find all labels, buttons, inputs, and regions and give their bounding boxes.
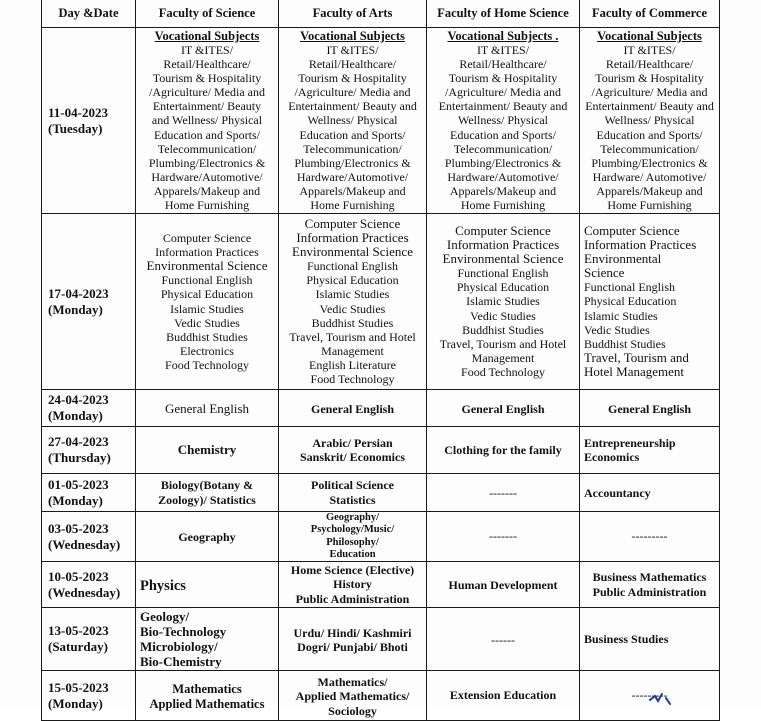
subject: Zoology)/ Statistics (158, 492, 256, 507)
subject: Functional English (307, 259, 398, 274)
table-row (42, 214, 720, 390)
subject: Telecommunication/ (303, 141, 402, 156)
subject: Plumbing/Electronics & (148, 155, 266, 170)
day-text: (Monday) (48, 695, 103, 711)
subject: IT &ITES/ (326, 42, 379, 57)
subject: Biology(Botany & (160, 478, 254, 493)
subject: Home Furnishing (607, 198, 692, 213)
subject: Management (321, 343, 384, 358)
subject: Food Technology (165, 357, 249, 372)
home-science-cell: ------- (427, 474, 580, 512)
subject: Geology/ (140, 609, 190, 624)
subject: Home Science (Elective) (290, 563, 415, 578)
subject: Information Practices (296, 230, 409, 246)
subject: Psychology/Music/ (310, 524, 395, 536)
subject: Plumbing/Electronics & (444, 155, 562, 170)
home-science-cell: General English (427, 390, 580, 427)
table-row (42, 28, 720, 214)
subject: Food Technology (461, 364, 545, 379)
home-science-cell (427, 214, 580, 390)
subject: Hardware/ Automotive/ (592, 169, 707, 184)
subject: Public Administration (592, 584, 707, 599)
commerce-cell (580, 214, 720, 390)
subject: Entrepreneurship (584, 435, 676, 450)
subject: Tourism & Hospitality (298, 71, 407, 86)
table-row (42, 562, 720, 608)
subject: Environmental Science (146, 258, 268, 274)
subject: Travel, Tourism and Hotel (439, 336, 567, 351)
subject: Sanskrit/ Economics (299, 450, 405, 464)
subject: Computer Science (162, 231, 252, 246)
subject: Bio-Technology (140, 624, 227, 639)
subject: Entertainment/ Beauty and (288, 99, 417, 114)
subject: Tourism & Hospitality (152, 71, 262, 86)
table-row (42, 671, 720, 721)
subject: /Agriculture/ Media and (294, 85, 411, 100)
date-text: 24-04-2023 (48, 392, 109, 407)
home-science-cell (427, 28, 580, 214)
subject: Travel, Tourism and (584, 349, 689, 365)
header-science: Faculty of Science (136, 0, 279, 28)
subject: Geography/ (325, 512, 380, 524)
subject: Tourism & Hospitality (448, 71, 558, 86)
arts-cell (279, 474, 427, 512)
science-cell (136, 28, 279, 214)
header-commerce: Faculty of Commerce (580, 0, 720, 28)
subject: Apparels/Makeup and (153, 183, 261, 198)
subject: Economics (584, 450, 640, 464)
subject: Science (584, 265, 625, 281)
subject: Home Furnishing (310, 198, 395, 213)
arts-cell (279, 671, 427, 721)
subject: Information Practices (446, 237, 560, 253)
arts-cell (279, 512, 427, 562)
subject: Applied Mathematics (149, 696, 265, 711)
subject: /Agriculture/ Media and (149, 85, 265, 100)
commerce-cell (580, 28, 720, 214)
subject: Apparels/Makeup and (449, 183, 557, 198)
subject: Philosophy/ (326, 536, 379, 548)
subject: English Literature (309, 357, 396, 372)
subject: Arabic/ Persian (312, 435, 393, 450)
day-text: (Saturday) (48, 639, 108, 654)
subject: Islamic Studies (584, 308, 658, 323)
subject: Functional English (457, 266, 549, 281)
exam-schedule-table (41, 0, 720, 721)
subject: Education and Sports/ (154, 127, 260, 142)
header-day-date: Day &Date (42, 0, 136, 28)
subject: Hotel Management (584, 363, 684, 379)
subject: Applied Mathematics/ (295, 689, 410, 704)
subject: Retail/Healthcare/ (308, 57, 397, 72)
subject: Physical Education (306, 273, 399, 288)
subject: Computer Science (455, 222, 551, 238)
day-text: (Monday) (48, 408, 103, 423)
subject: Wellness/ Physical (604, 113, 695, 128)
subject: Plumbing/Electronics & (294, 155, 411, 170)
date-cell (42, 512, 136, 562)
subject: Retail/Healthcare/ (163, 57, 251, 72)
vocational-heading: Vocational Subjects (597, 28, 702, 43)
science-cell: Physics (136, 562, 279, 608)
subject: Computer Science (304, 215, 401, 231)
subject: Environmental (584, 251, 662, 267)
science-cell: General English (136, 390, 279, 427)
subject: Retail/Healthcare/ (459, 57, 547, 72)
science-cell (136, 214, 279, 390)
vocational-heading: Vocational Subjects (300, 28, 405, 43)
subject: Education and Sports/ (299, 127, 406, 142)
subject: Business Mathematics (592, 570, 707, 585)
subject: Travel, Tourism and Hotel (289, 329, 416, 344)
subject: Vedic Studies (584, 322, 650, 337)
day-text: (Monday) (48, 301, 103, 317)
subject: Entertainment/ Beauty and (585, 99, 714, 114)
subject: Political Science (311, 478, 394, 493)
subject: IT &ITES/ (180, 42, 234, 57)
subject: Information Practices (584, 237, 697, 253)
subject: Food Technology (310, 371, 395, 386)
subject: Wellness/ Physical (307, 113, 398, 128)
subject: Entertainment/ Beauty (152, 99, 262, 114)
table-row (42, 608, 720, 671)
home-science-cell: ------- (427, 512, 580, 562)
subject: /Agriculture/ Media and (591, 85, 708, 100)
subject: Telecommunication/ (157, 141, 257, 156)
science-cell: Chemistry (136, 427, 279, 474)
commerce-cell: Business Studies (580, 608, 720, 671)
date-cell (42, 390, 136, 427)
date-cell (42, 671, 136, 721)
day-text: (Thursday) (48, 450, 111, 465)
date-text: 10-05-2023 (48, 568, 109, 584)
subject: Environmental Science (442, 251, 564, 267)
home-science-cell: Human Development (427, 562, 580, 608)
arts-cell (279, 562, 427, 608)
subject: Education (329, 548, 376, 560)
commerce-cell (580, 562, 720, 608)
vocational-heading: Vocational Subjects . (447, 28, 559, 43)
science-cell: Geography (136, 512, 279, 562)
home-science-cell: Extension Education (427, 671, 580, 721)
subject: History (333, 577, 372, 592)
subject: Mathematics/ (317, 675, 388, 690)
subject: Functional English (584, 280, 675, 295)
arts-cell (279, 214, 427, 390)
subject: Dogri/ Punjabi/ Bhoti (297, 640, 408, 654)
subject: Computer Science (584, 222, 680, 238)
subject: Vedic Studies (470, 308, 536, 323)
subject: Buddhist Studies (311, 315, 394, 330)
arts-cell (279, 427, 427, 474)
subject: Microbiology/ (140, 639, 218, 654)
day-text: (Wednesday) (48, 536, 121, 552)
commerce-cell: --------- (580, 671, 720, 721)
table-row (42, 474, 720, 512)
subject: Electronics (180, 343, 234, 358)
subject: Functional English (161, 273, 253, 288)
commerce-cell: Accountancy (580, 474, 720, 512)
subject: Apparels/Makeup and (299, 183, 406, 198)
subject: Physical Education (584, 294, 677, 309)
subject: Vedic Studies (319, 301, 386, 316)
date-cell (42, 562, 136, 608)
header-row (42, 0, 720, 28)
subject: Hardware/Automotive/ (447, 169, 559, 184)
subject: Vedic Studies (174, 315, 240, 330)
date-text: 15-05-2023 (48, 679, 109, 695)
subject: Home Furnishing (460, 198, 546, 213)
subject: Apparels/Makeup and (596, 183, 703, 198)
arts-cell (279, 28, 427, 214)
subject: IT &ITES/ (623, 42, 676, 57)
home-science-cell: Clothing for the family (427, 427, 580, 474)
date-text: 01-05-2023 (48, 476, 109, 492)
subject: and Wellness/ Physical (151, 113, 263, 128)
home-science-cell: ------ (427, 608, 580, 671)
subject: Public Administration (295, 591, 410, 606)
date-cell (42, 28, 136, 214)
subject: Mathematics (172, 682, 242, 697)
header-home-science: Faculty of Home Science (427, 0, 580, 28)
commerce-cell: --------- (580, 512, 720, 562)
subject: /Agriculture/ Media and (445, 85, 561, 100)
header-arts: Faculty of Arts (279, 0, 427, 28)
subject: Management (471, 350, 535, 365)
arts-cell (279, 608, 427, 671)
subject: Education and Sports/ (450, 127, 556, 142)
subject: Hardware/Automotive/ (151, 169, 263, 184)
subject: Physical Education (160, 287, 254, 302)
subject: Buddhist Studies (462, 322, 544, 337)
science-cell (136, 671, 279, 721)
commerce-cell (580, 427, 720, 474)
subject: Telecommunication/ (600, 141, 699, 156)
signature-mark (646, 686, 686, 708)
subject: Information Practices (155, 245, 259, 260)
date-cell (42, 427, 136, 474)
day-text: (Wednesday) (48, 584, 121, 600)
subject: Buddhist Studies (584, 336, 666, 351)
day-text: (Tuesday) (48, 120, 103, 136)
subject: Sociology (328, 703, 377, 718)
subject: Urdu/ Hindi/ Kashmiri (293, 625, 412, 640)
date-cell (42, 474, 136, 512)
subject: Islamic Studies (315, 287, 390, 302)
day-text: (Monday) (48, 492, 103, 508)
date-text: 17-04-2023 (48, 285, 109, 301)
subject: Buddhist Studies (166, 329, 248, 344)
table-row (42, 512, 720, 562)
date-cell (42, 608, 136, 671)
subject: Islamic Studies (466, 294, 540, 309)
subject: Bio-Chemistry (140, 654, 222, 669)
subject: Physical Education (456, 280, 550, 295)
table-row (42, 390, 720, 427)
subject: Hardware/Automotive/ (296, 169, 409, 184)
subject: Telecommunication/ (453, 141, 553, 156)
date-text: 27-04-2023 (48, 434, 109, 449)
date-text: 13-05-2023 (48, 623, 109, 638)
subject: Tourism & Hospitality (595, 71, 704, 86)
date-text: 03-05-2023 (48, 520, 109, 536)
science-cell (136, 608, 279, 671)
arts-cell: General English (279, 390, 427, 427)
table-row (42, 427, 720, 474)
vocational-heading: Vocational Subjects (154, 28, 260, 43)
subject: Education and Sports/ (596, 127, 703, 142)
date-cell (42, 214, 136, 390)
subject: Retail/Healthcare/ (605, 57, 694, 72)
subject: Wellness/ Physical (457, 113, 549, 128)
subject: Statistics (329, 492, 376, 507)
subject: IT &ITES/ (476, 42, 530, 57)
subject: Environmental Science (292, 244, 413, 260)
subject: Plumbing/Electronics & (591, 155, 708, 170)
subject: Home Furnishing (164, 198, 250, 213)
subject: Entertainment/ Beauty and (438, 99, 568, 114)
subject: Islamic Studies (170, 301, 244, 316)
commerce-cell: General English (580, 390, 720, 427)
science-cell (136, 474, 279, 512)
date-text: 11-04-2023 (48, 104, 108, 120)
